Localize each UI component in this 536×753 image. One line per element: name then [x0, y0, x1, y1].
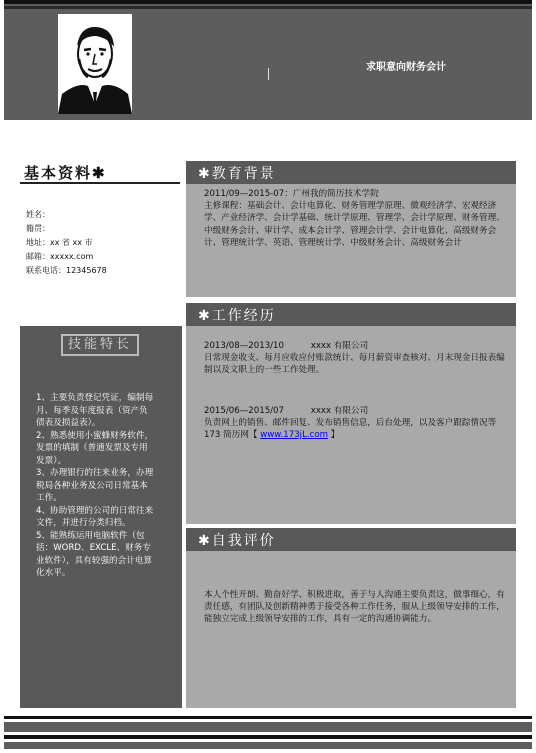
self-eval-title: ✱自我评价 [198, 533, 276, 549]
self-eval-text: 本人个性开朗、勤奋好学、积极进取，善于与人沟通主要负责这，做事细心，有责任感，有团队及创新精神勇于接受各种工作任务，服从上级领导安排的工作，能独立完成上级领导安排的工作，具有一定的沟通协调能力。 [204, 590, 505, 625]
job1-company: xxxx 有限公司 [310, 341, 369, 351]
self-eval-body [186, 551, 516, 708]
field-phone: 联系电话：12345678 [26, 266, 107, 275]
skill-item: 1、主要负责登记凭证，编制每月、每季及年度报表（资产负债表及损益表）。 [36, 393, 154, 428]
header-separator [268, 68, 269, 80]
job2-company: xxxx 有限公司 [310, 405, 369, 416]
job1-desc: 日常现金收支、每月应收应付账款统计、每月薪资审查核对、月末现金日报表编制以及文职上的一些工作处理。 [204, 353, 505, 376]
work-header [186, 303, 516, 325]
field-email: 邮箱：xxxxx.com [26, 252, 94, 261]
field-hometown: 籍贯： [26, 224, 50, 233]
work-title: ✱工作经历 [198, 308, 276, 324]
field-name: 姓名： [26, 210, 50, 219]
footer-stripe [4, 716, 532, 719]
footer-stripe [4, 722, 532, 732]
site-line [204, 429, 508, 441]
self-eval-header [186, 528, 516, 550]
basic-info-divider [20, 182, 180, 184]
basic-info-title: 基本资料✱ [24, 164, 107, 182]
skill-item: 3、办理银行的往来业务，办理税局各种业务及公司日常基本工作。 [36, 468, 154, 503]
site-link[interactable]: www.173jL.com [260, 430, 328, 441]
job2-line [204, 405, 508, 417]
education-title: ✱教育背景 [198, 166, 276, 182]
profile-photo [58, 14, 132, 114]
header-top-rule [4, 0, 532, 4]
skills-title: 技能特长 [61, 334, 139, 356]
job1-date: 2013/08—2013/10 [204, 341, 284, 351]
field-address: 地址：xx 省 xx 市 [26, 238, 93, 247]
skill-item: 2、熟悉使用小蜜蜂财务软件，发票的填制（普通发票及专用发票）。 [36, 430, 154, 466]
skills-list [36, 392, 154, 580]
footer-stripe [4, 742, 532, 749]
site-suffix: 】 [330, 430, 340, 441]
education-body [186, 184, 516, 297]
work-body [186, 326, 516, 524]
education-courses: 主修课程：基础会计、会计电算化、财务管理学原理、微观经济学、宏观经济学、产业经济学、会计学基础、统计学原理、管理学、会计学原理、财务管理、中级财务会计、审计学、成本会计学、管理会计学、会计电算化、高级财务会计、管理统计学、英语、管理统计学、中级财务会计、高级财务会计 [204, 201, 505, 248]
footer-stripe [4, 735, 532, 739]
skill-item: 4、协助管理的公司的日常往来文件，并进行分类归档。 [36, 505, 154, 528]
skill-item: 5、能熟练运用电脑软件（包括：WORD、EXCLE、财务专业软件），具有较强的会计电算化水平。 [36, 530, 153, 578]
education-header [186, 161, 516, 183]
job2-date: 2015/06—2015/07 [204, 405, 284, 416]
job2-desc: 负责网上的销售、邮件回复、发布销售信息，后台处理，以及客户跟踪情况等 [204, 417, 497, 428]
job-intent: 求职意向财务会计 [366, 62, 446, 73]
education-period: 2011/09—2015-07：广州我的简历技术学院 [204, 189, 379, 199]
job1-line [204, 340, 508, 352]
site-prefix: 173 简历网【 [204, 430, 258, 441]
